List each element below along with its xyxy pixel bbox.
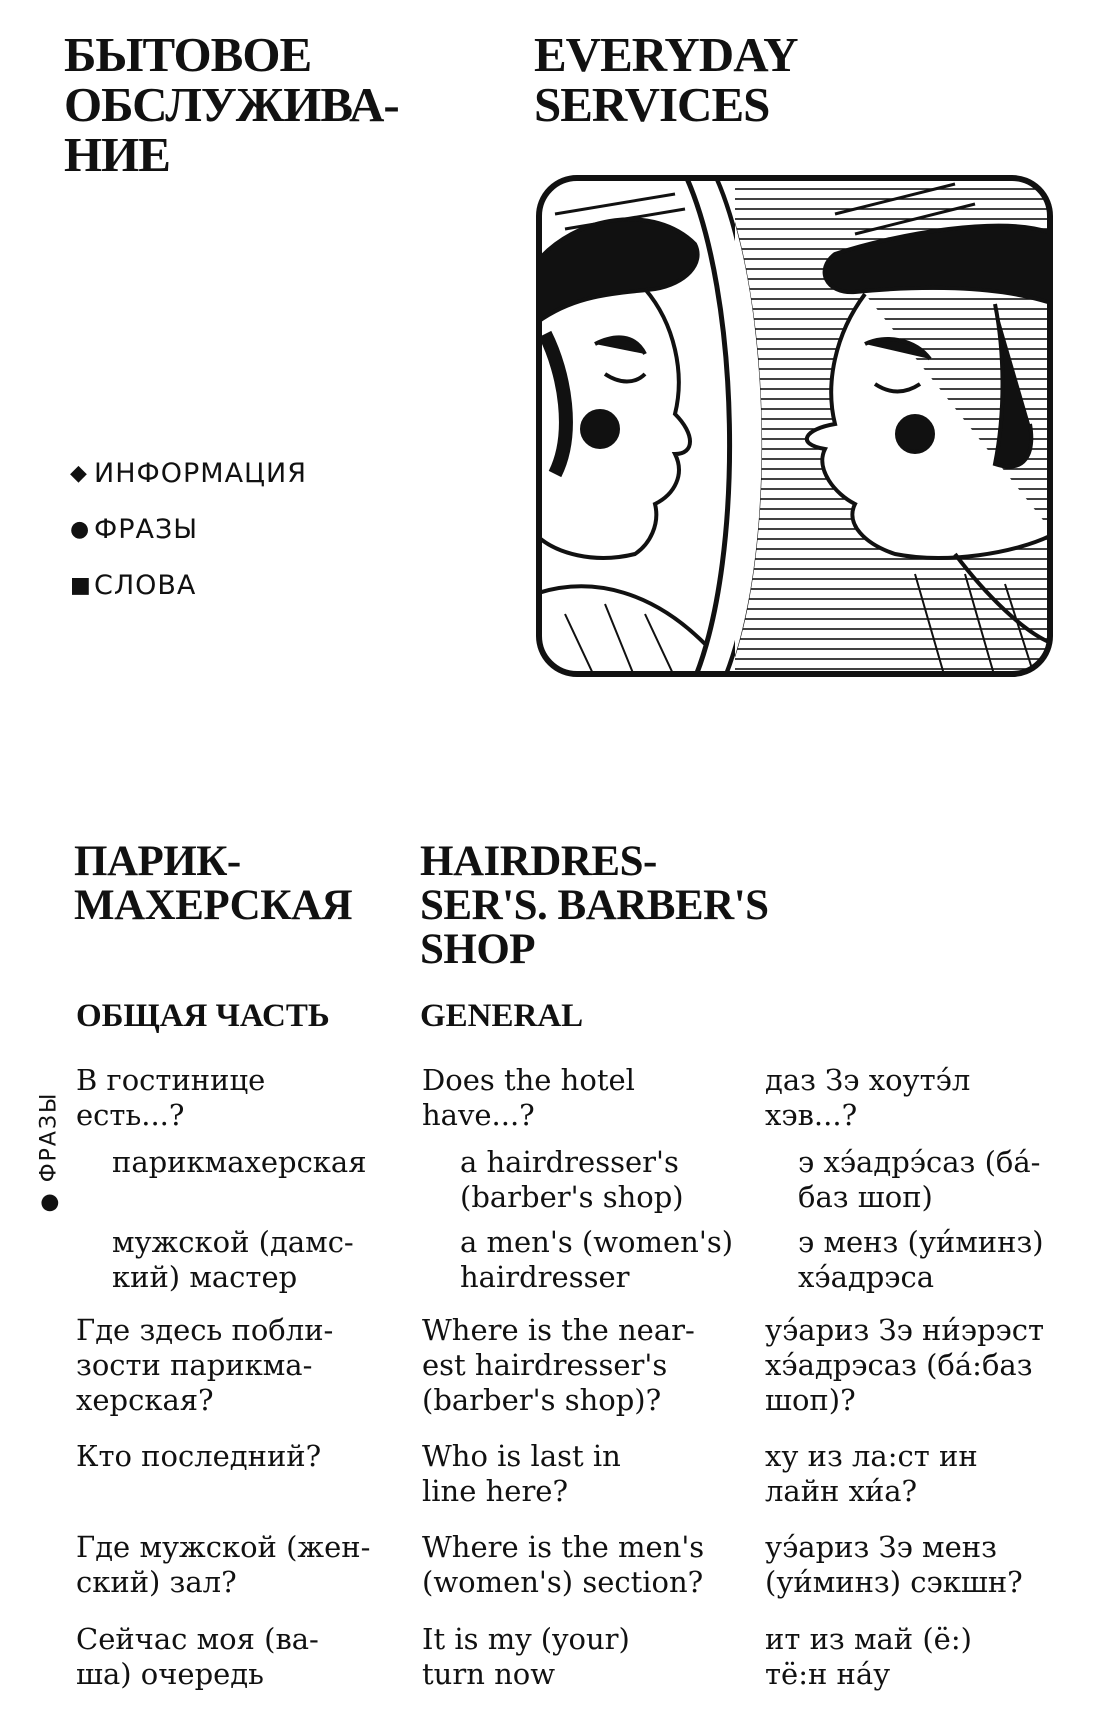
side-tab-phrases bbox=[22, 1055, 62, 1225]
phrase-transcription: уэ́ариз Зэ ни́эрэст хэ́адрэсаз (ба́:баз шоп)? bbox=[765, 1313, 1045, 1417]
phrase-ru: мужской (дамс- кий) мастер bbox=[112, 1225, 354, 1294]
phrase-en: a men's (women's) hairdresser bbox=[460, 1225, 734, 1294]
phrase-ru: Кто последний? bbox=[76, 1439, 322, 1473]
legend-label: ИНФОРМАЦИЯ bbox=[94, 457, 307, 489]
phrase-ru: Сейчас моя (ва- ша) очередь bbox=[76, 1622, 319, 1691]
phrase-en: Where is the near- est hairdresser's (barber's shop)? bbox=[422, 1313, 695, 1417]
phrase-ru: Где здесь побли- зости парикма- херская? bbox=[76, 1313, 334, 1417]
phrase-en: Does the hotel have...? bbox=[422, 1063, 635, 1132]
phrase-ru: парикмахерская bbox=[112, 1145, 367, 1179]
legend-item-words[interactable] bbox=[70, 557, 307, 613]
legend-item-phrases[interactable] bbox=[70, 501, 307, 557]
phrase-en: Where is the men's (women's) section? bbox=[422, 1530, 705, 1599]
phrase-ru: В гостинице есть...? bbox=[76, 1063, 266, 1132]
phrase-transcription: э менз (уи́минз) хэ́адрэса bbox=[798, 1225, 1044, 1294]
phrase-en: a hairdresser's (barber's shop) bbox=[460, 1145, 684, 1214]
barber-mirror-illustration bbox=[535, 174, 1054, 678]
phrase-en: Who is last in line here? bbox=[422, 1439, 621, 1508]
phrase-en: It is my (your) turn now bbox=[422, 1622, 630, 1691]
side-tab-label: ● ФРАЗЫ bbox=[36, 1091, 62, 1213]
subsection-title-en: GENERAL bbox=[420, 998, 584, 1034]
legend-item-information[interactable] bbox=[70, 445, 307, 501]
legend-menu bbox=[70, 445, 307, 613]
phrase-transcription: даз Зэ хоутэ́л хэв...? bbox=[765, 1063, 971, 1132]
circle-icon: ● bbox=[70, 516, 91, 542]
phrase-transcription: э хэ́адрэ́саз (ба́- баз шоп) bbox=[798, 1145, 1041, 1214]
diamond-icon: ◆ bbox=[70, 460, 88, 486]
phrase-transcription: ит из май (ё:) тё:н на́у bbox=[765, 1622, 972, 1691]
phrase-transcription: ху из ла:ст ин лайн хи́а? bbox=[765, 1439, 978, 1508]
phrase-transcription: уэ́ариз Зэ менз (уи́минз) сэкшн? bbox=[765, 1530, 1023, 1599]
legend-label: ФРАЗЫ bbox=[94, 513, 199, 545]
page-title-ru: БЫТОВОЕ ОБСЛУЖИВА- НИЕ bbox=[64, 27, 399, 182]
section-title-en: HAIRDRES- SER'S. BARBER'S SHOP bbox=[420, 838, 769, 973]
page-title-en: EVERYDAY SERVICES bbox=[534, 27, 798, 132]
subsection-title-ru: ОБЩАЯ ЧАСТЬ bbox=[76, 998, 330, 1034]
square-icon: ■ bbox=[70, 572, 92, 598]
phrase-ru: Где мужской (жен- ский) зал? bbox=[76, 1530, 371, 1599]
section-title-ru: ПАРИК- МАХЕРСКАЯ bbox=[74, 838, 353, 929]
legend-label: СЛОВА bbox=[94, 569, 197, 601]
